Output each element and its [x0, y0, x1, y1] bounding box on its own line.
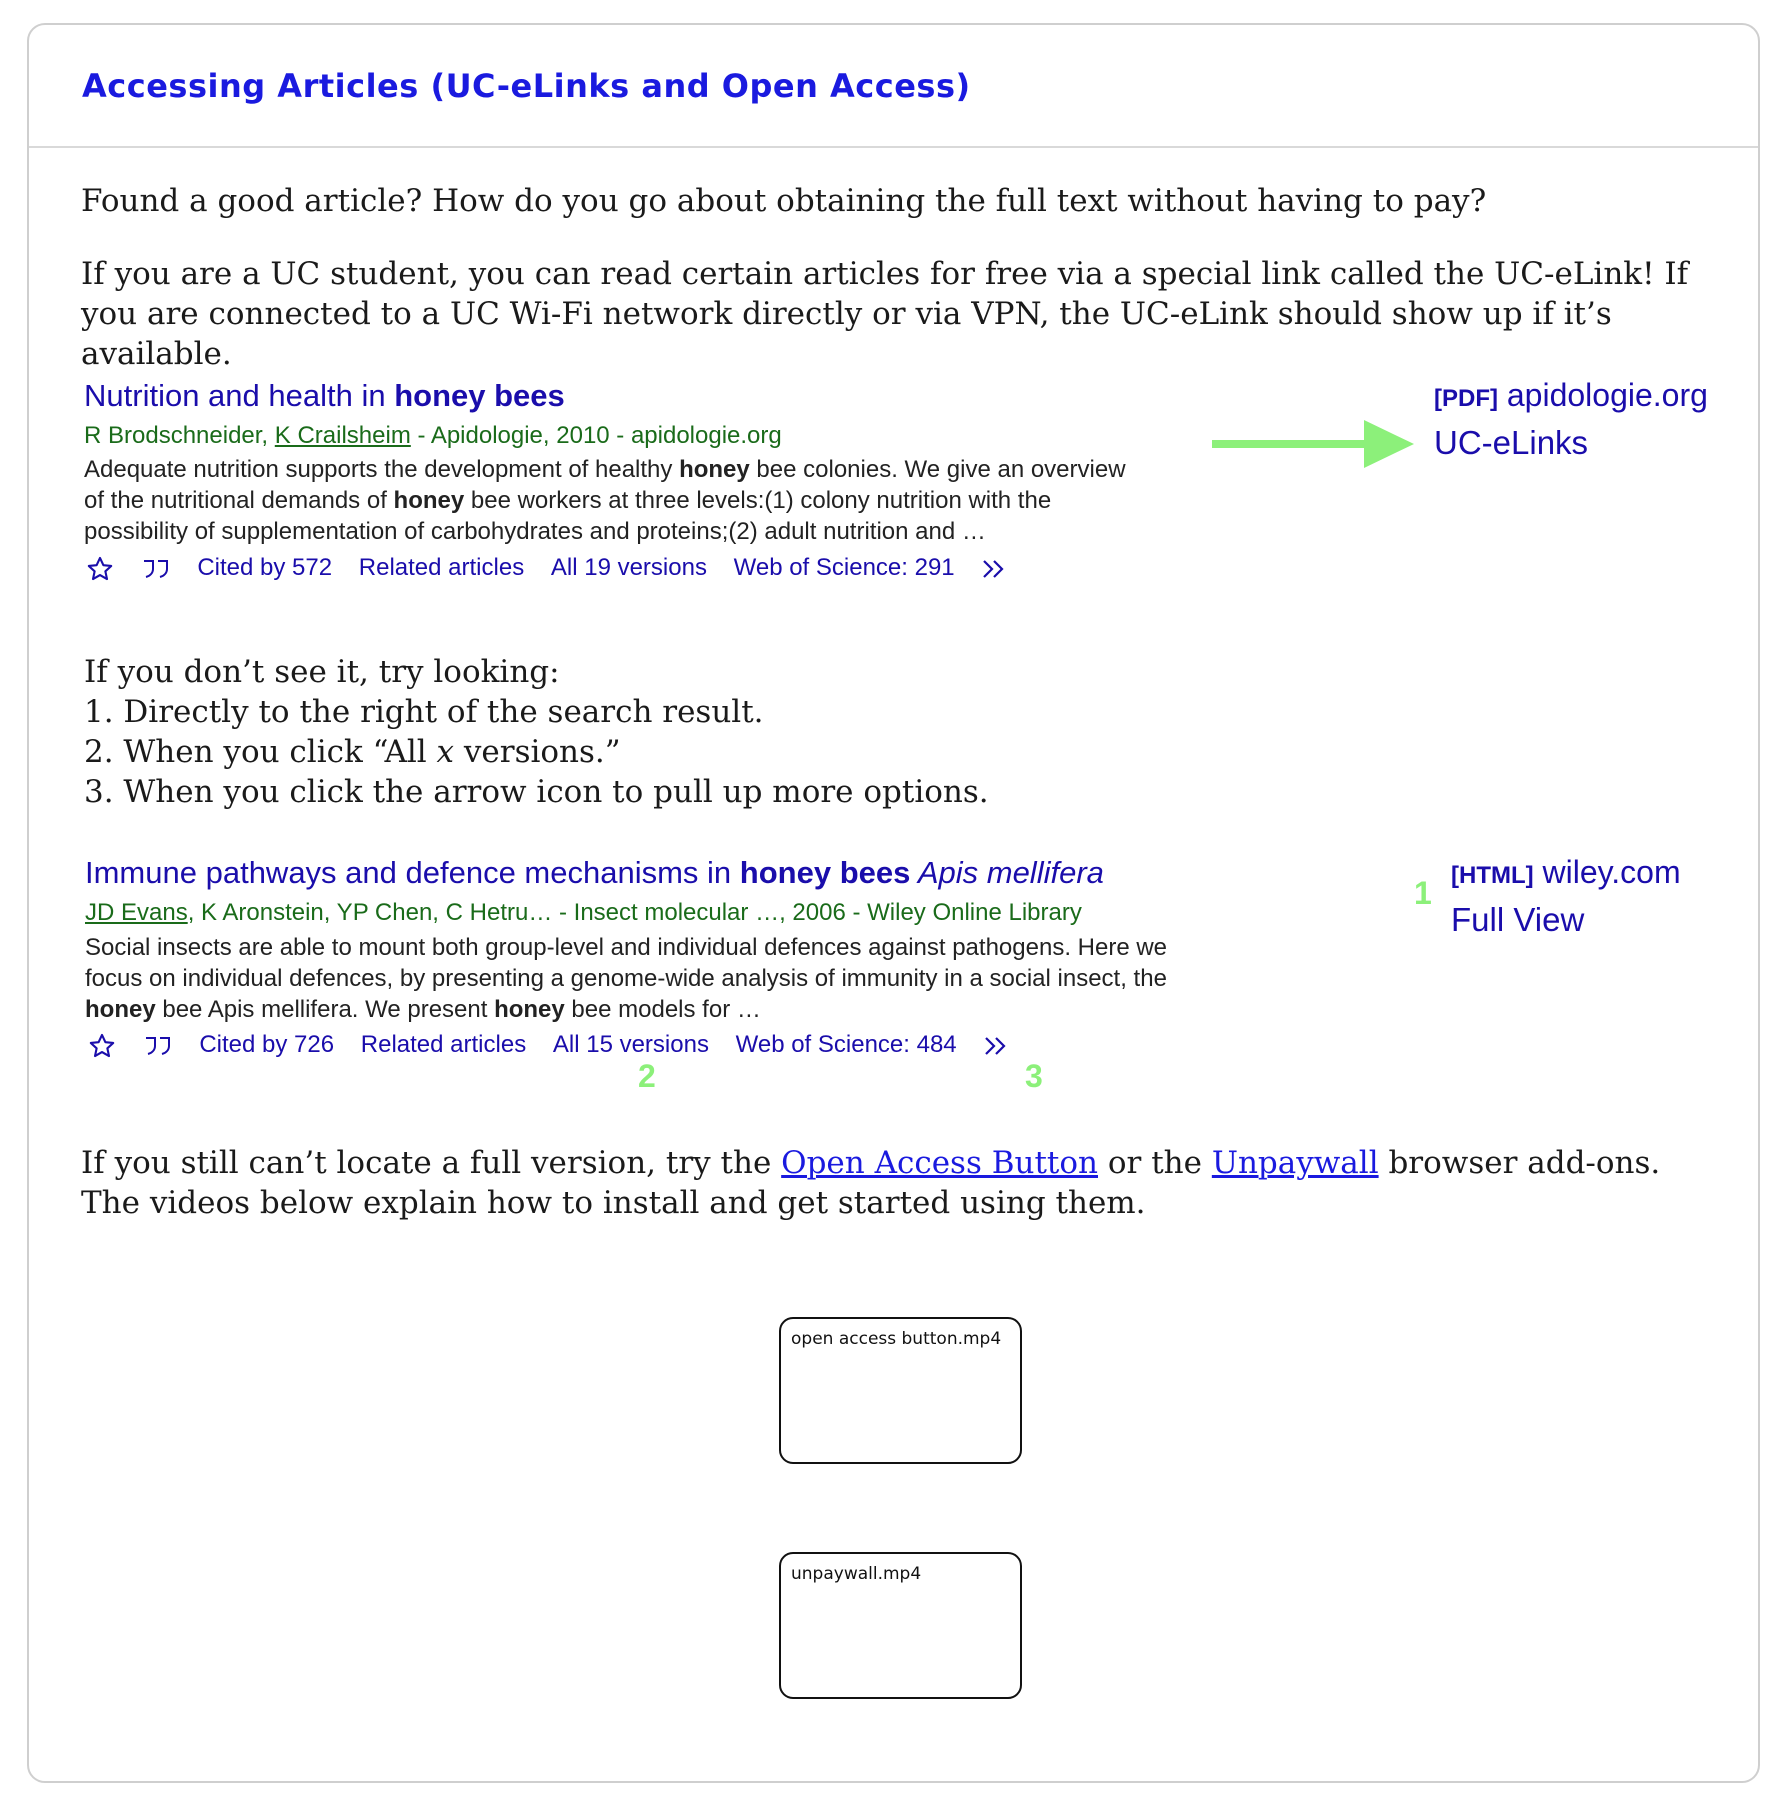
- tips-intro: If you don’t see it, try looking:: [84, 654, 560, 690]
- tip-item-2-text: 2. When you click “All: [84, 734, 437, 770]
- result2-all-versions[interactable]: All 15 versions: [552, 1031, 709, 1058]
- result1-side-pdf-link[interactable]: [1434, 377, 1708, 414]
- outro-text: If you still can’t locate a full version, try the: [81, 1145, 782, 1181]
- marker-1: 1: [1414, 875, 1432, 911]
- full-view-link[interactable]: Full View: [1451, 901, 1585, 938]
- result2-side-html-link[interactable]: [1451, 854, 1681, 891]
- more-options-chevrons-icon[interactable]: [981, 554, 1011, 582]
- result2-title-italic: Apis mellifera: [910, 855, 1104, 890]
- result2-title-bold: honey bees: [739, 855, 911, 890]
- result2-links: [88, 1031, 1033, 1060]
- more-options-chevrons-icon[interactable]: [983, 1031, 1013, 1059]
- result2-web-of-science[interactable]: Web of Science: 484: [735, 1031, 957, 1058]
- outro-paragraph: [81, 1143, 1701, 1223]
- star-icon[interactable]: [86, 554, 114, 583]
- uc-elinks-link[interactable]: UC-eLinks: [1434, 424, 1589, 461]
- result2-title-text: Immune pathways and defence mechanisms in: [85, 855, 740, 890]
- result2-author-link[interactable]: JD Evans: [85, 899, 188, 926]
- star-icon[interactable]: [88, 1031, 116, 1060]
- result1-author: R Brodschneider,: [84, 422, 275, 449]
- tip-item-2: [84, 732, 1284, 772]
- result1-web-of-science[interactable]: Web of Science: 291: [733, 554, 955, 581]
- result1-cited-by[interactable]: Cited by 572: [197, 554, 333, 581]
- snippet-highlight: honey: [679, 456, 750, 483]
- result1-links: [86, 554, 1031, 583]
- tip-item-2-text: versions.”: [454, 734, 621, 770]
- open-access-button-link[interactable]: Open Access Button: [781, 1145, 1098, 1181]
- result1-source: - Apidologie, 2010 - apidologie.org: [410, 422, 782, 449]
- video-filename: unpaywall.mp4: [791, 1564, 922, 1584]
- result1-author-link[interactable]: K Crailsheim: [274, 422, 411, 449]
- result2-side-domain: wiley.com: [1542, 854, 1681, 890]
- tip-item-1: 1. Directly to the right of the search result.: [84, 694, 764, 730]
- cite-quote-icon[interactable]: [143, 1031, 173, 1059]
- result2-snippet: [85, 932, 1175, 1025]
- result2-related-articles[interactable]: Related articles: [360, 1031, 527, 1058]
- result2-title[interactable]: [85, 855, 1104, 891]
- snippet-text: bee colonies. We give an overview of the nutritional demands of: [84, 456, 1126, 514]
- snippet-highlight: honey: [494, 996, 565, 1023]
- page-title: Accessing Articles (UC-eLinks and Open Access): [82, 67, 971, 105]
- snippet-highlight: honey: [393, 487, 465, 514]
- result1-related-articles[interactable]: Related articles: [358, 554, 525, 581]
- html-tag: [HTML]: [1451, 862, 1534, 889]
- video-filename: open access button.mp4: [791, 1329, 1002, 1349]
- result1-all-versions[interactable]: All 19 versions: [550, 554, 707, 581]
- result1-authors: [84, 422, 782, 450]
- pdf-tag: [PDF]: [1434, 385, 1498, 412]
- snippet-text: Social insects are able to mount both group-level and individual defences against pathogens. Here we focus on individual defences, by presenting a genome-wide analysis of immunity in a social insect, the: [85, 934, 1168, 992]
- result2-authors: [85, 899, 1082, 927]
- cite-quote-icon[interactable]: [141, 554, 171, 582]
- result1-title[interactable]: [84, 378, 565, 414]
- tips-list: [84, 652, 1284, 812]
- snippet-text: bee Apis mellifera. We present: [155, 996, 495, 1023]
- result1-side-domain: apidologie.org: [1506, 377, 1708, 413]
- marker-3: 3: [1025, 1058, 1043, 1094]
- snippet-highlight: honey: [85, 996, 156, 1023]
- result1-snippet: [84, 454, 1144, 547]
- result2-source: , K Aronstein, YP Chen, C Hetru… - Insect molecular …, 2006 - Wiley Online Library: [187, 899, 1082, 926]
- tip-item-2-variable: x: [436, 734, 455, 770]
- snippet-text: bee workers at three levels:(1) colony nutrition with the possibility of supplementation of carbohydrates and proteins;(2) adult nutrition and …: [84, 487, 1052, 545]
- result2-cited-by[interactable]: Cited by 726: [199, 1031, 335, 1058]
- marker-2: 2: [638, 1058, 656, 1094]
- outro-text: browser add-ons. The videos below explain how to install and get started using them.: [81, 1145, 1661, 1221]
- video-open-access-button[interactable]: [779, 1317, 1022, 1464]
- intro-paragraph-1: Found a good article? How do you go about obtaining the full text without having to pay?: [81, 183, 1487, 219]
- tip-item-3: 3. When you click the arrow icon to pull up more options.: [84, 774, 989, 810]
- card-header: [29, 25, 1758, 148]
- green-arrow-icon: [1212, 418, 1416, 470]
- outro-text: or the: [1098, 1145, 1212, 1181]
- result1-title-bold: honey bees: [394, 378, 565, 413]
- intro-paragraph-2: If you are a UC student, you can read certain articles for free via a special link called the UC-eLink! If you are connected to a UC Wi-Fi network directly or via VPN, the UC-eLink should show up if it’s available.: [81, 256, 1689, 372]
- video-unpaywall[interactable]: [779, 1552, 1022, 1699]
- result1-title-text: Nutrition and health in: [84, 378, 395, 413]
- snippet-text: bee models for …: [564, 996, 761, 1023]
- unpaywall-link[interactable]: Unpaywall: [1211, 1145, 1379, 1181]
- snippet-text: Adequate nutrition supports the development of healthy: [84, 456, 680, 483]
